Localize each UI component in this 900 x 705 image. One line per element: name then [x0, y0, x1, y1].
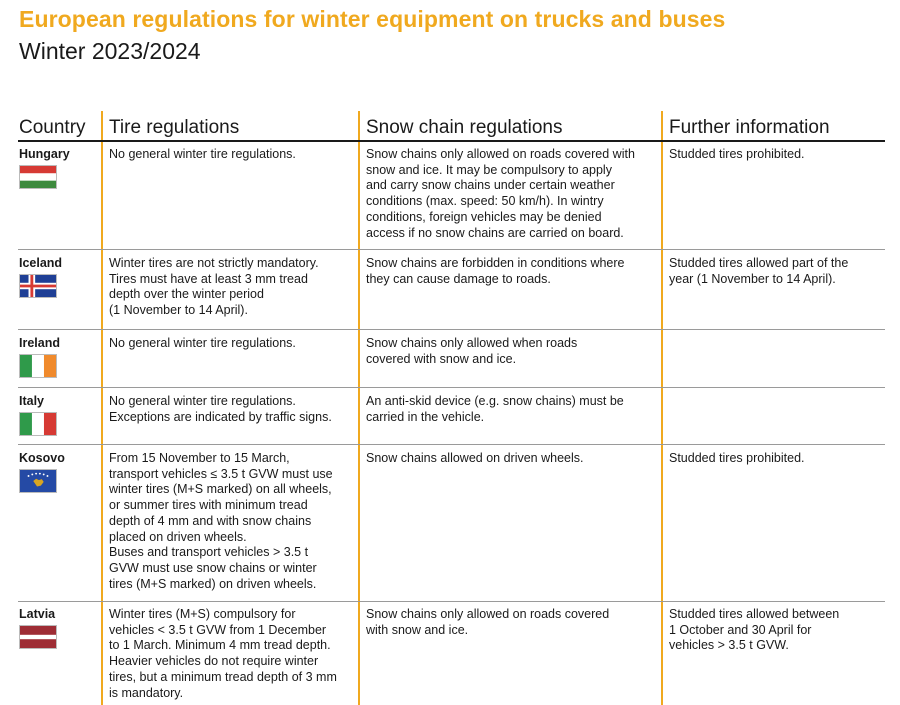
tire-regulation: No general winter tire regulations.	[109, 336, 296, 350]
flag-iceland-icon	[19, 274, 57, 298]
country-name: Latvia	[19, 607, 56, 621]
row-rule	[18, 249, 885, 250]
further-information: Studded tires allowed part of the year (1 November to 14 April).	[669, 256, 849, 286]
flag-kosovo-icon	[19, 469, 57, 493]
further-information: Studded tires prohibited.	[669, 451, 805, 465]
flag-ireland-icon	[19, 354, 57, 378]
tire-regulation: From 15 November to 15 March, transport vehicles ≤ 3.5 t GVW must use winter tires (M+S marked) on all wheels, or summer tires with minimum tread depth of 4 mm and with snow chains placed on driven wheels. Buses and transport vehicles > 3.5 t GVW must use snow chains or winter tires (M+S marked) on driven wheels.	[109, 451, 333, 591]
column-divider	[358, 111, 360, 705]
page-title: European regulations for winter equipment on trucks and buses	[19, 6, 726, 32]
country-name: Kosovo	[19, 451, 65, 465]
snow-chain-regulation: Snow chains are forbidden in conditions where they can cause damage to roads.	[366, 256, 625, 286]
row-rule	[18, 444, 885, 445]
column-divider	[101, 111, 103, 705]
snow-chain-regulation: An anti-skid device (e.g. snow chains) must be carried in the vehicle.	[366, 394, 624, 424]
column-divider	[661, 111, 663, 705]
country-name: Ireland	[19, 336, 60, 350]
row-rule	[18, 601, 885, 602]
further-information: Studded tires allowed between 1 October and 30 April for vehicles > 3.5 t GVW.	[669, 607, 840, 653]
column-header-tire: Tire regulations	[109, 117, 240, 138]
flag-latvia-icon	[19, 625, 57, 649]
tire-regulation: No general winter tire regulations.	[109, 147, 296, 161]
snow-chain-regulation: Snow chains only allowed on roads covered with snow and ice.	[366, 607, 610, 637]
snow-chain-regulation: Snow chains only allowed when roads covered with snow and ice.	[366, 336, 578, 366]
country-name: Italy	[19, 394, 45, 408]
tire-regulation: No general winter tire regulations. Exceptions are indicated by traffic signs.	[109, 394, 332, 424]
flag-italy-icon	[19, 412, 57, 436]
tire-regulation: Winter tires are not strictly mandatory. Tires must have at least 3 mm tread depth over the winter period (1 November to 14 April).	[109, 256, 319, 318]
page-subtitle: Winter 2023/2024	[19, 38, 201, 64]
flag-hungary-icon	[19, 165, 57, 189]
country-name: Hungary	[19, 147, 70, 161]
row-rule	[18, 329, 885, 330]
snow-chain-regulation: Snow chains only allowed on roads covered with snow and ice. It may be compulsory to apply and carry snow chains under certain weather conditions (max. speed: 50 km/h). In wintry conditions, foreign vehicles may be denied access if no snow chains are carried on board.	[366, 147, 635, 240]
row-rule	[18, 387, 885, 388]
further-information: Studded tires prohibited.	[669, 147, 805, 161]
column-header-country: Country	[19, 117, 86, 138]
column-header-info: Further information	[669, 117, 830, 138]
column-header-chain: Snow chain regulations	[366, 117, 563, 138]
tire-regulation: Winter tires (M+S) compulsory for vehicles < 3.5 t GVW from 1 December to 1 March. Minimum 4 mm tread depth. Heavier vehicles do not require winter tires, but a minimum tread depth of 3 mm is mandatory.	[109, 607, 337, 700]
country-name: Iceland	[19, 256, 63, 270]
header-rule	[18, 140, 885, 142]
snow-chain-regulation: Snow chains allowed on driven wheels.	[366, 451, 584, 465]
